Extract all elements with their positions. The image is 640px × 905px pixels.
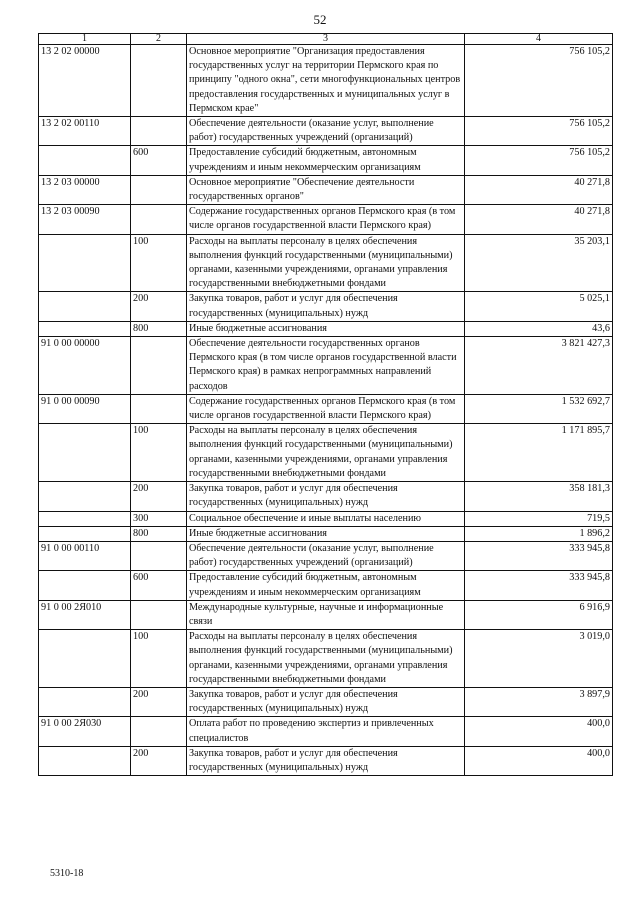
column-header-description: 3	[187, 34, 465, 45]
expense-type-cell: 200	[131, 482, 187, 511]
description-cell: Основное мероприятие "Обеспечение деятельности государственных органов"	[187, 175, 465, 204]
amount-cell: 358 181,3	[465, 482, 613, 511]
amount-cell: 3 019,0	[465, 630, 613, 688]
code-cell	[39, 234, 131, 292]
column-header-expense-type: 2	[131, 34, 187, 45]
code-cell: 13 2 03 00000	[39, 175, 131, 204]
amount-cell: 719,5	[465, 511, 613, 526]
expense-type-cell	[131, 541, 187, 570]
expense-type-cell: 200	[131, 746, 187, 775]
amount-cell: 756 105,2	[465, 146, 613, 175]
column-header-code: 1	[39, 34, 131, 45]
code-cell	[39, 424, 131, 482]
code-cell	[39, 630, 131, 688]
description-cell: Обеспечение деятельности (оказание услуг, выполнение работ) государственных учреждений (организаций)	[187, 541, 465, 570]
amount-cell: 1 896,2	[465, 526, 613, 541]
description-cell: Расходы на выплаты персоналу в целях обеспечения выполнения функций государственными (муниципальными) органами, казенными учреждениями, органами управления государственными внебюджетными фондами	[187, 234, 465, 292]
expense-type-cell: 600	[131, 571, 187, 600]
expense-type-cell	[131, 717, 187, 746]
description-cell: Предоставление субсидий бюджетным, автономным учреждениям и иным некоммерческим организациям	[187, 571, 465, 600]
description-cell: Обеспечение деятельности (оказание услуг, выполнение работ) государственных учреждений (организаций)	[187, 117, 465, 146]
expense-type-cell	[131, 117, 187, 146]
table-row	[39, 45, 613, 117]
amount-cell: 40 271,8	[465, 175, 613, 204]
description-cell: Расходы на выплаты персоналу в целях обеспечения выполнения функций государственными (муниципальными) органами, казенными учреждениями, органами управления государственными внебюджетными фондами	[187, 424, 465, 482]
amount-cell: 1 171 895,7	[465, 424, 613, 482]
code-cell	[39, 687, 131, 716]
table-row	[39, 117, 613, 146]
table-row	[39, 146, 613, 175]
expense-type-cell	[131, 600, 187, 629]
description-cell: Закупка товаров, работ и услуг для обеспечения государственных (муниципальных) нужд	[187, 292, 465, 321]
code-cell	[39, 526, 131, 541]
description-cell: Закупка товаров, работ и услуг для обеспечения государственных (муниципальных) нужд	[187, 746, 465, 775]
code-cell: 91 0 00 00000	[39, 337, 131, 395]
table-row	[39, 600, 613, 629]
page-number: 52	[313, 12, 327, 27]
amount-cell: 35 203,1	[465, 234, 613, 292]
description-cell: Содержание государственных органов Пермского края (в том числе органов государственной власти Пермского края)	[187, 205, 465, 234]
code-cell	[39, 746, 131, 775]
code-cell: 13 2 03 00090	[39, 205, 131, 234]
expense-type-cell: 800	[131, 321, 187, 336]
code-cell: 91 0 00 00110	[39, 541, 131, 570]
table-row	[39, 321, 613, 336]
code-cell: 91 0 00 2Я030	[39, 717, 131, 746]
expense-type-cell	[131, 205, 187, 234]
description-cell: Основное мероприятие "Организация предоставления государственных услуг на территории Пермского края по принципу "одного окна", сети многофункциональных центров предоставления государственных и муниципальных услуг в Пермском крае"	[187, 45, 465, 117]
table-row	[39, 394, 613, 423]
description-cell: Обеспечение деятельности государственных органов Пермского края (в том числе органов государственной власти Пермского края) в рамках непрограммных направлений расходов	[187, 337, 465, 395]
table-row	[39, 234, 613, 292]
expense-type-cell: 600	[131, 146, 187, 175]
amount-cell: 5 025,1	[465, 292, 613, 321]
code-cell: 91 0 00 00090	[39, 394, 131, 423]
code-cell: 13 2 02 00110	[39, 117, 131, 146]
code-cell	[39, 511, 131, 526]
amount-cell: 756 105,2	[465, 45, 613, 117]
table-row	[39, 746, 613, 775]
table-row	[39, 175, 613, 204]
code-cell	[39, 321, 131, 336]
document-code: 5310-18	[50, 868, 84, 879]
table-row	[39, 337, 613, 395]
amount-cell: 43,6	[465, 321, 613, 336]
budget-table	[38, 33, 613, 776]
expense-type-cell	[131, 45, 187, 117]
code-cell: 91 0 00 2Я010	[39, 600, 131, 629]
table-row	[39, 205, 613, 234]
description-cell: Расходы на выплаты персоналу в целях обеспечения выполнения функций государственными (муниципальными) органами, казенными учреждениями, органами управления государственными внебюджетными фондами	[187, 630, 465, 688]
table-row	[39, 541, 613, 570]
expense-type-cell: 800	[131, 526, 187, 541]
table-row	[39, 630, 613, 688]
column-header-amount: 4	[465, 34, 613, 45]
table-row	[39, 526, 613, 541]
description-cell: Закупка товаров, работ и услуг для обеспечения государственных (муниципальных) нужд	[187, 482, 465, 511]
code-cell: 13 2 02 00000	[39, 45, 131, 117]
amount-cell: 333 945,8	[465, 541, 613, 570]
amount-cell: 756 105,2	[465, 117, 613, 146]
amount-cell: 400,0	[465, 717, 613, 746]
code-cell	[39, 571, 131, 600]
table-header-row	[39, 34, 613, 45]
expense-type-cell: 100	[131, 630, 187, 688]
table-row	[39, 292, 613, 321]
amount-cell: 3 897,9	[465, 687, 613, 716]
amount-cell: 6 916,9	[465, 600, 613, 629]
table-row	[39, 687, 613, 716]
table-row	[39, 717, 613, 746]
expense-type-cell	[131, 337, 187, 395]
code-cell	[39, 292, 131, 321]
amount-cell: 3 821 427,3	[465, 337, 613, 395]
amount-cell: 400,0	[465, 746, 613, 775]
amount-cell: 1 532 692,7	[465, 394, 613, 423]
expense-type-cell: 200	[131, 687, 187, 716]
description-cell: Оплата работ по проведению экспертиз и привлеченных специалистов	[187, 717, 465, 746]
expense-type-cell	[131, 394, 187, 423]
table-row	[39, 482, 613, 511]
amount-cell: 40 271,8	[465, 205, 613, 234]
description-cell: Иные бюджетные ассигнования	[187, 321, 465, 336]
table-row	[39, 511, 613, 526]
description-cell: Иные бюджетные ассигнования	[187, 526, 465, 541]
description-cell: Социальное обеспечение и иные выплаты населению	[187, 511, 465, 526]
code-cell	[39, 482, 131, 511]
description-cell: Закупка товаров, работ и услуг для обеспечения государственных (муниципальных) нужд	[187, 687, 465, 716]
amount-cell: 333 945,8	[465, 571, 613, 600]
expense-type-cell	[131, 175, 187, 204]
table-row	[39, 571, 613, 600]
expense-type-cell: 100	[131, 234, 187, 292]
expense-type-cell: 100	[131, 424, 187, 482]
description-cell: Предоставление субсидий бюджетным, автономным учреждениям и иным некоммерческим организациям	[187, 146, 465, 175]
expense-type-cell: 200	[131, 292, 187, 321]
expense-type-cell: 300	[131, 511, 187, 526]
table-row	[39, 424, 613, 482]
description-cell: Содержание государственных органов Пермского края (в том числе органов государственной власти Пермского края)	[187, 394, 465, 423]
description-cell: Международные культурные, научные и информационные связи	[187, 600, 465, 629]
code-cell	[39, 146, 131, 175]
